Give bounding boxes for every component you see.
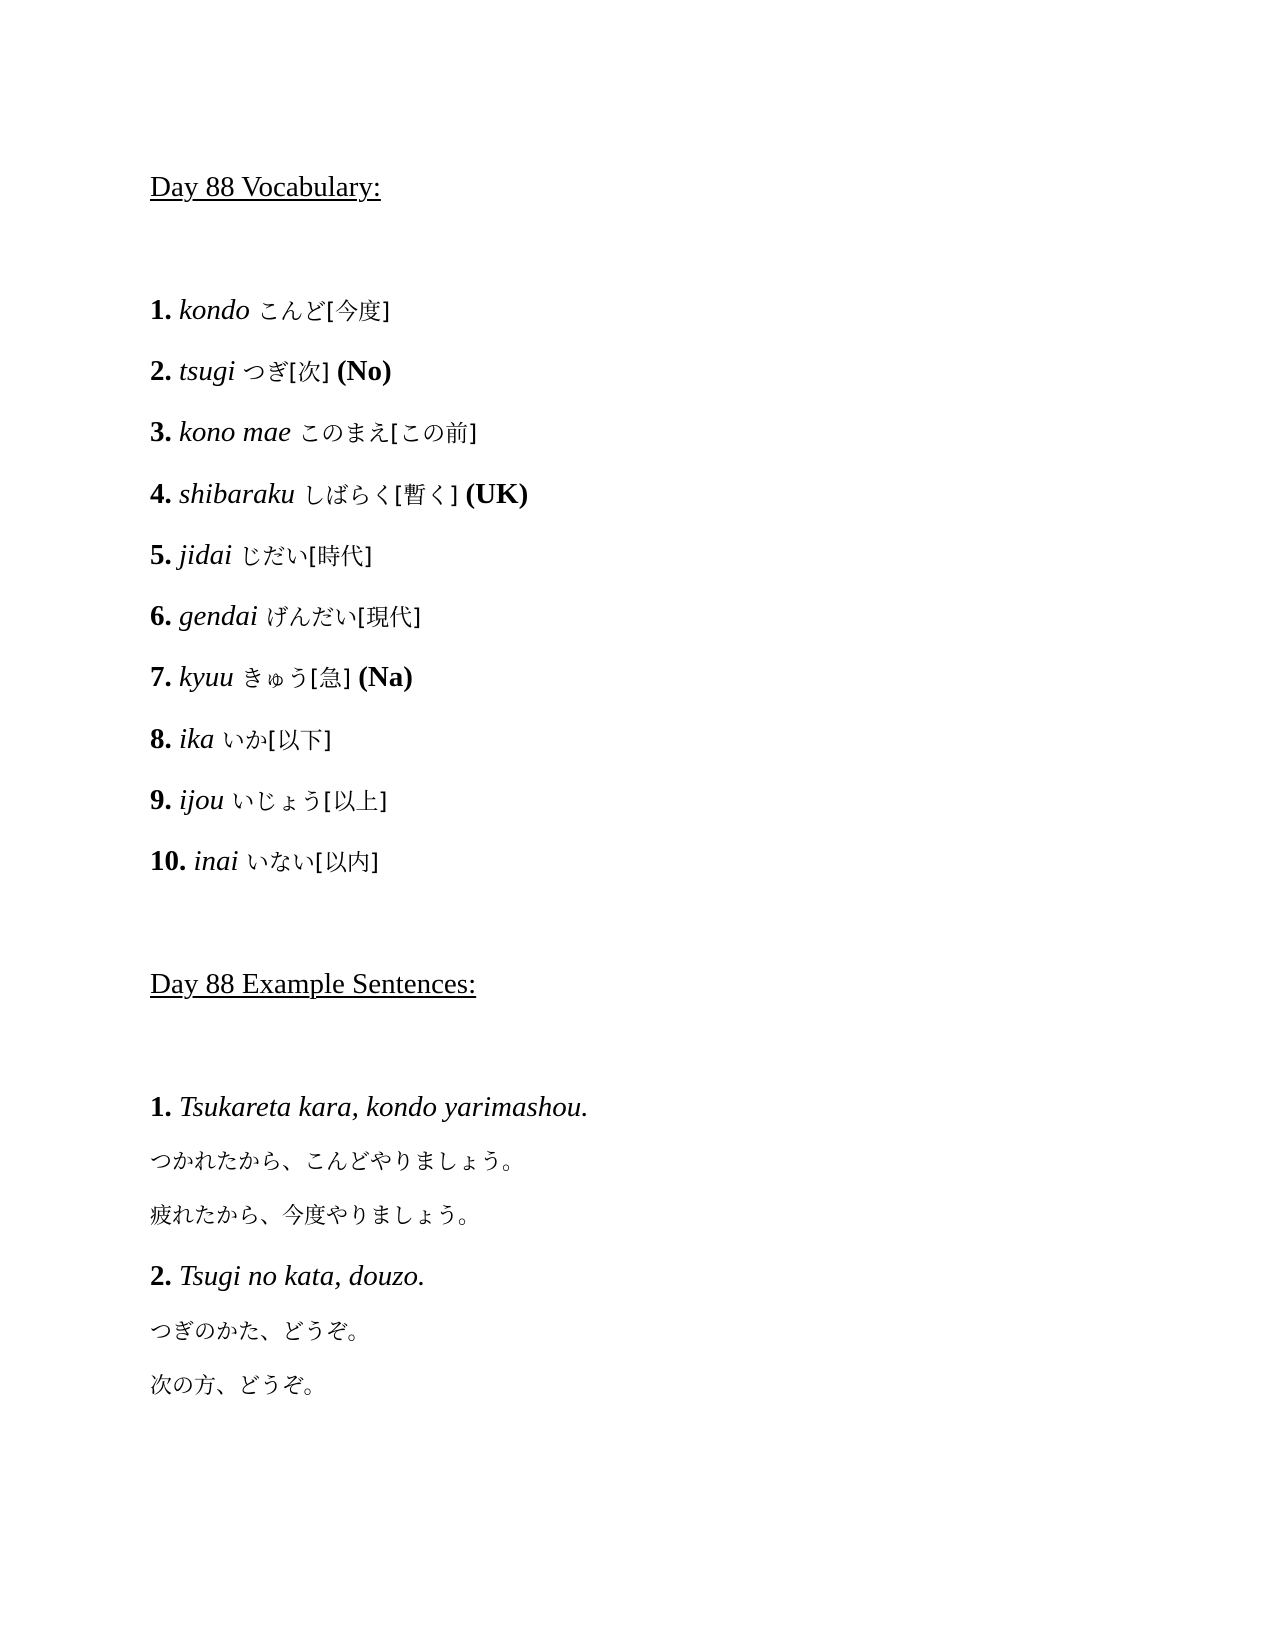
vocab-tag: (UK): [465, 478, 529, 510]
vocab-kana: つぎ[次]: [242, 360, 330, 386]
vocab-romaji: inai: [193, 845, 239, 877]
vocab-number: 6.: [150, 600, 172, 632]
vocab-romaji: ijou: [179, 784, 225, 816]
vocab-kana: げんだい[現代]: [265, 605, 422, 631]
vocab-item-9: [150, 786, 387, 815]
vocab-number: 2.: [150, 355, 172, 387]
vocab-tag: (No): [336, 355, 392, 387]
vocabulary-heading: Day 88 Vocabulary:: [150, 171, 381, 203]
vocab-romaji: tsugi: [179, 355, 236, 387]
vocab-kana: しばらく[暫く]: [302, 483, 459, 509]
vocab-kana: じだい[時代]: [239, 544, 373, 570]
vocab-number: 8.: [150, 723, 172, 755]
vocab-romaji: gendai: [179, 600, 258, 632]
vocab-item-6: [150, 602, 421, 631]
vocab-number: 3.: [150, 416, 172, 448]
vocab-number: 7.: [150, 661, 172, 693]
vocab-number: 1.: [150, 294, 172, 326]
vocab-item-4: [150, 480, 528, 509]
vocab-romaji: kondo: [179, 294, 250, 326]
sentence-1-kana: つかれたから、こんどやりましょう。: [150, 1150, 525, 1175]
vocab-number: 5.: [150, 539, 172, 571]
vocab-romaji: jidai: [179, 539, 233, 571]
vocab-item-2: [150, 357, 392, 386]
sentence-2-kanji: 次の方、どうぞ。: [150, 1374, 326, 1399]
vocab-kana: いじょう[以上]: [231, 789, 388, 815]
sentence-romaji: Tsukareta kara, kondo yarimashou.: [179, 1091, 589, 1123]
vocab-item-8: [150, 725, 332, 754]
sentence-1-romaji-line: [150, 1093, 588, 1122]
vocab-number: 10.: [150, 845, 187, 877]
vocab-kana: いか[以下]: [221, 728, 332, 754]
vocab-kana: このまえ[この前]: [298, 421, 478, 447]
sentence-number: 1.: [150, 1091, 172, 1123]
vocab-number: 9.: [150, 784, 172, 816]
vocab-tag: (Na): [358, 661, 413, 693]
vocab-number: 4.: [150, 478, 172, 510]
sentence-number: 2.: [150, 1260, 172, 1292]
sentence-1-kanji: 疲れたから、今度やりましょう。: [150, 1204, 481, 1229]
sentence-romaji: Tsugi no kata, douzo.: [179, 1260, 426, 1292]
vocab-kana: いない[以内]: [245, 850, 379, 876]
vocab-kana: きゅう[急]: [241, 666, 351, 692]
vocab-item-1: [150, 296, 390, 325]
vocab-romaji: ika: [179, 723, 215, 755]
sentence-2-kana: つぎのかた、どうぞ。: [150, 1320, 370, 1345]
example-sentences-heading: Day 88 Example Sentences:: [150, 968, 477, 1000]
vocab-romaji: shibaraku: [179, 478, 295, 510]
vocab-item-10: [150, 847, 379, 876]
vocab-romaji: kono mae: [179, 416, 291, 448]
vocab-kana: こんど[今度]: [257, 299, 391, 325]
vocab-item-3: [150, 418, 477, 447]
vocab-item-5: [150, 541, 372, 570]
vocab-item-7: [150, 663, 413, 692]
sentence-2-romaji-line: [150, 1262, 425, 1291]
vocab-romaji: kyuu: [179, 661, 234, 693]
